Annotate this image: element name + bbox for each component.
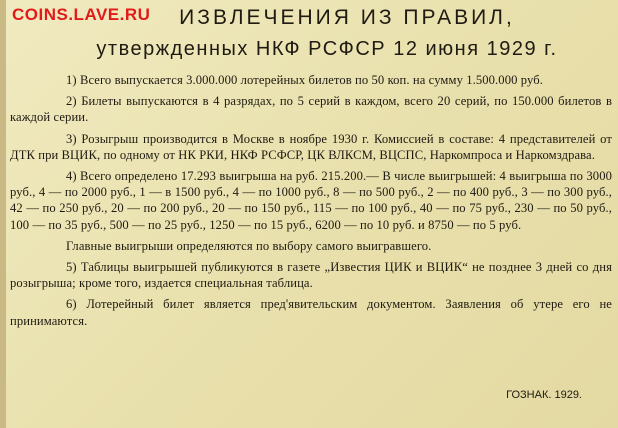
rule-paragraph-2: 2) Билеты выпускаются в 4 разрядах, по 5 серий в каждом, всего 20 серий, по 150.000 билетов в каждой серии. [10, 94, 612, 125]
rule-paragraph-6: 6) Лотерейный билет является пред'явительским документом. Заявления об утере его не принимаются. [10, 297, 612, 328]
rule-paragraph-4: 4) Всего определено 17.293 выигрыша на руб. 215.200.— В числе выигрышей: 4 выигрыша по 3000 руб., 4 — по 2000 руб., 1 — в 1500 руб., 4 — по 1000 руб., 8 — по 500 руб., 2 — по 400 руб., 3 — по 300 руб., 42 — по 250 руб., 20 — по 200 руб., 20 — по 150 руб., 115 — по 100 руб., 40 — по 75 руб., 230 — по 50 руб., 100 — по 35 руб., 500 — по 25 руб., 1250 — по 15 руб., 6200 — по 10 руб. и 8750 — по 5 руб. [10, 169, 612, 232]
rule-paragraph-3: 3) Розыгрыш производится в Москве в ноябре 1930 г. Комиссией в составе: 4 представителей от ДТК при ВЦИК, по одному от НК РКИ, НКФ РСФСР, ЦК ВЛКСМ, ВЦСПС, Наркомпроса и Наркомздрава. [10, 131, 612, 162]
document-title: ИЗВЛЕЧЕНИЯ ИЗ ПРАВИЛ, [179, 6, 515, 29]
rule-paragraph-5: 5) Таблицы выигрышей публикуются в газете „Известия ЦИК и ВЦИК“ не позднее 3 дней со дня розыгрыша; кроме того, издается специальная таблица. [10, 260, 612, 291]
site-watermark: COINS.LAVE.RU [12, 5, 151, 24]
rule-paragraph-1: 1) Всего выпускается 3.000.000 лотерейных билетов по 50 коп. на сумму 1.500.000 руб. [66, 73, 543, 87]
rule-paragraph-main-prizes: Главные выигрыши определяются по выбору самого выигравшего. [66, 238, 432, 253]
printer-mark: ГОЗНАК. 1929. [506, 389, 582, 401]
rules-body [10, 72, 612, 334]
document-subtitle: утвержденных НКФ РСФСР 12 июня 1929 г. [96, 38, 558, 60]
